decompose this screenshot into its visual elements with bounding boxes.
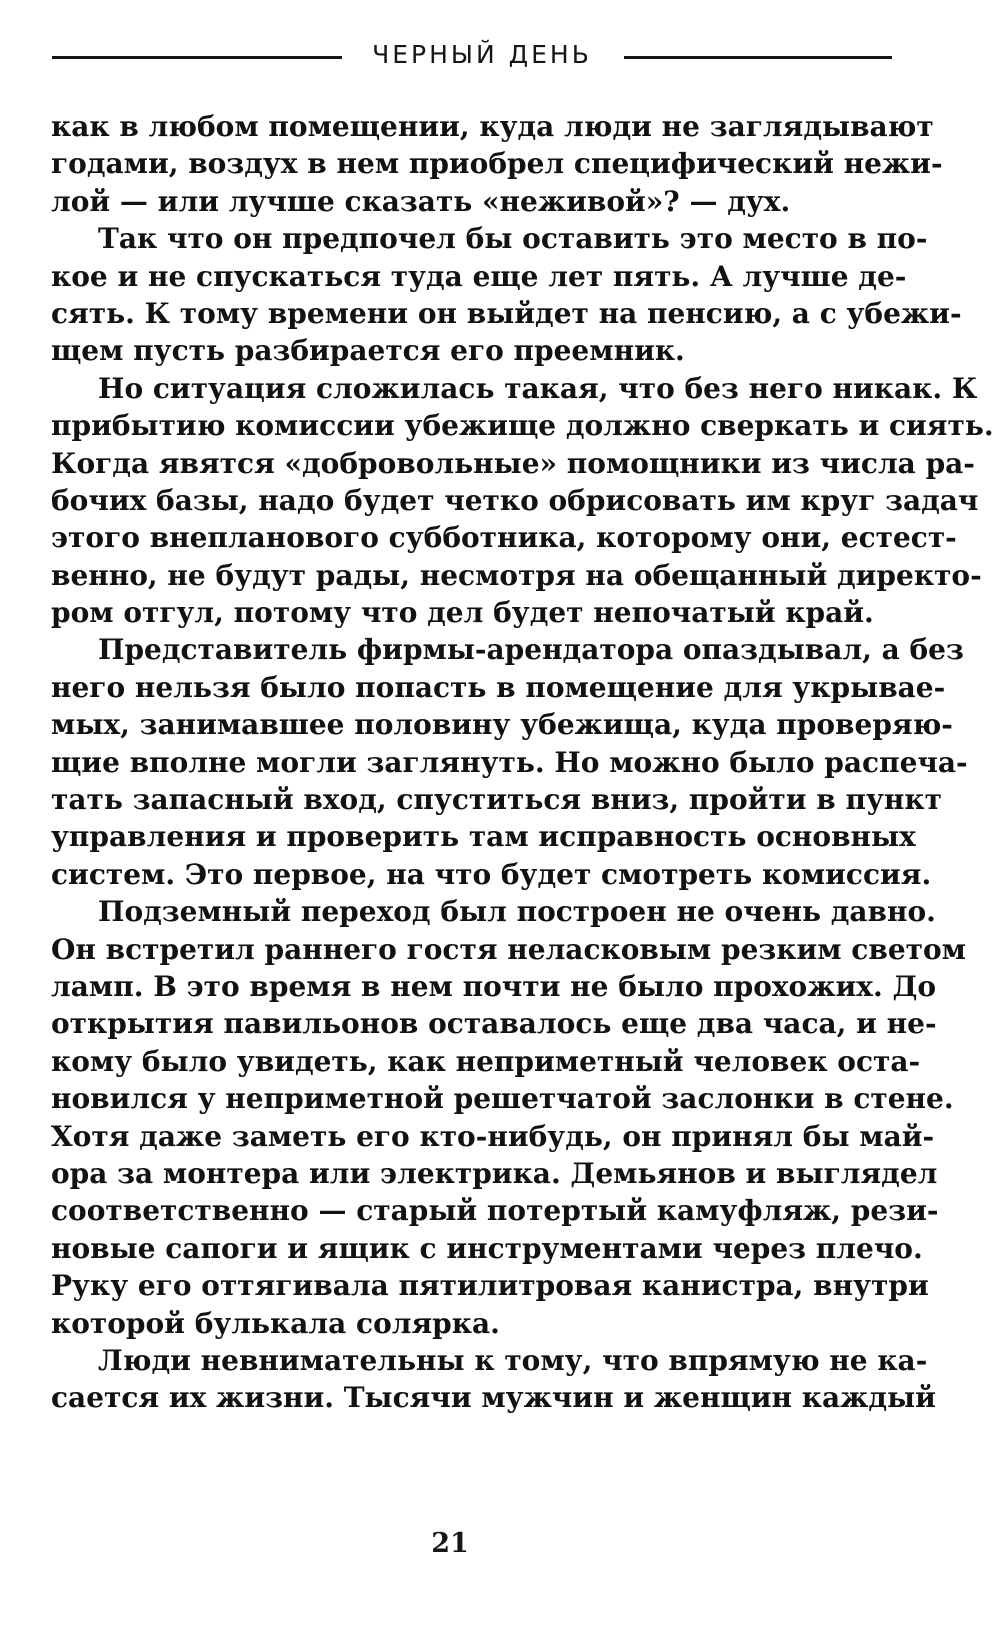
text-line: Когда явятся «добровольные» помощники из числа ра-	[51, 446, 975, 480]
text-line: венно, не будут рады, несмотря на обещанный директо-	[51, 558, 982, 592]
text-line: щие вполне могли заглянуть. Но можно было распеча-	[51, 745, 968, 779]
text-line: кому было увидеть, как неприметный человек оста-	[51, 1044, 921, 1078]
running-title: ЧЕРНЫЙ ДЕНЬ	[372, 40, 592, 69]
page-number: 21	[431, 1528, 469, 1559]
text-line: тать запасный вход, спуститься вниз, пройти в пункт	[51, 783, 942, 817]
text-line: ламп. В это время в нем почти не было прохожих. До	[51, 969, 937, 1003]
text-line: Руку его оттягивала пятилитровая канистра, внутри	[51, 1269, 929, 1303]
text-line: него нельзя было попасть в помещение для укрывае-	[51, 670, 946, 704]
text-line: Подземный переход был построен не очень давно.	[98, 895, 936, 929]
text-line: ора за монтера или электрика. Демьянов и выглядел	[51, 1156, 938, 1190]
text-line: управления и проверить там исправность основных	[51, 820, 916, 854]
body-text	[51, 108, 994, 1417]
text-line: Люди невнимательны к тому, что впрямую не ка-	[98, 1343, 928, 1377]
text-line: новился у неприметной решетчатой заслонки в стене.	[51, 1082, 954, 1116]
text-line: соответственно — старый потертый камуфляж, рези-	[51, 1194, 939, 1228]
running-header	[52, 34, 892, 74]
text-line: Но ситуация сложилась такая, что без него никак. К	[98, 371, 978, 405]
text-line: Так что он предпочел бы оставить это место в по-	[98, 222, 928, 256]
header-rule-right	[624, 56, 892, 59]
text-line: годами, воздух в нем приобрел специфический нежи-	[51, 147, 943, 181]
text-line: мых, занимавшее половину убежища, куда проверяю-	[51, 708, 953, 742]
text-line: бочих базы, надо будет четко обрисовать им круг задач	[51, 483, 979, 517]
header-rule-left	[52, 56, 342, 59]
text-line: новые сапоги и ящик с инструментами через плечо.	[51, 1231, 923, 1265]
text-line: сается их жизни. Тысячи мужчин и женщин каждый	[51, 1381, 936, 1415]
text-line: систем. Это первое, на что будет смотреть комиссия.	[51, 857, 932, 891]
text-line: как в любом помещении, куда люди не заглядывают	[51, 110, 934, 143]
text-line: Он встретил раннего гостя неласковым резким светом	[51, 932, 966, 966]
text-line: лой — или лучше сказать «неживой»? — дух.	[51, 184, 791, 218]
text-line: прибытию комиссии убежище должно сверкать и сиять.	[51, 409, 994, 443]
text-line: открытия павильонов оставалось еще два часа, и не-	[51, 1007, 937, 1041]
text-line: Хотя даже заметь его кто-нибудь, он принял бы май-	[51, 1119, 935, 1153]
text-line: Представитель фирмы-арендатора опаздывал, а без	[98, 633, 964, 667]
text-line: щем пусть разбирается его преемник.	[51, 334, 685, 368]
text-line: которой булькала солярка.	[51, 1306, 500, 1340]
text-line: ром отгул, потому что дел будет непочатый край.	[51, 596, 874, 630]
text-line: кое и не спускаться туда еще лет пять. А лучше де-	[51, 259, 907, 293]
text-line: сять. К тому времени он выйдет на пенсию, а с убежи-	[51, 296, 962, 330]
text-line: этого внепланового субботника, которому они, естест-	[51, 521, 957, 555]
